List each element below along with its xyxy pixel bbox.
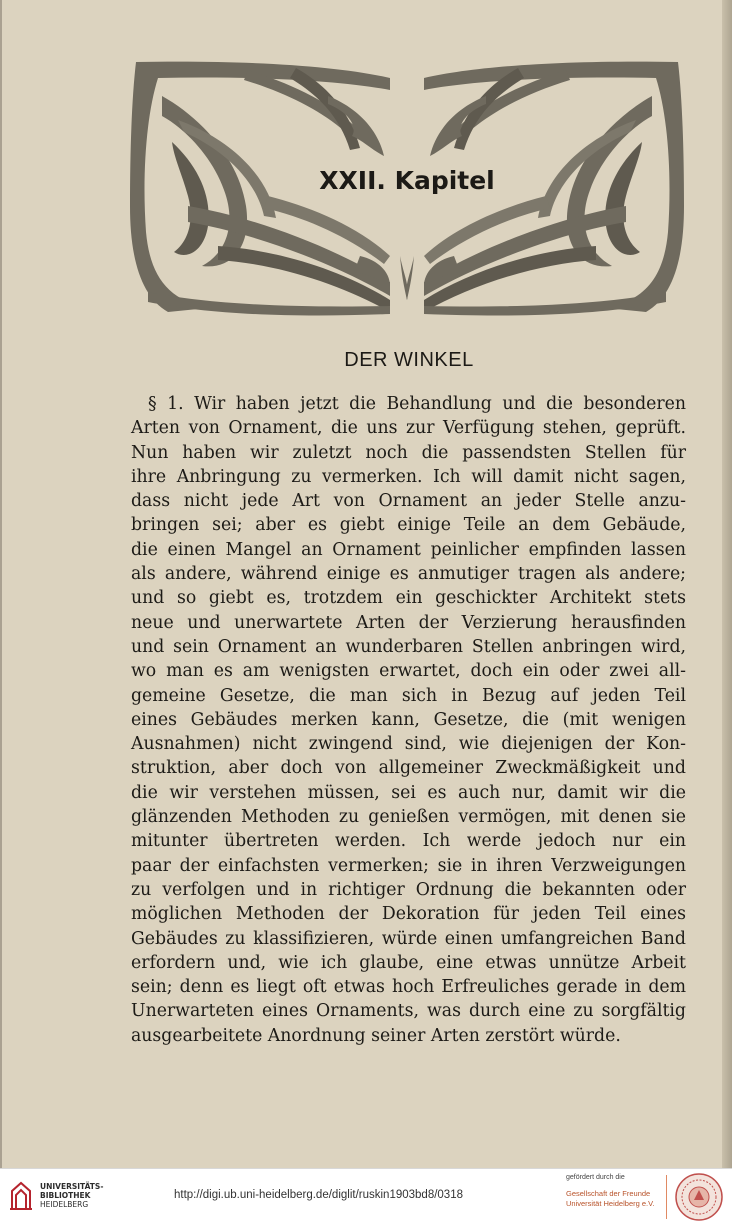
- footer-bar: [0, 1168, 732, 1224]
- ub-heidelberg-logo-icon[interactable]: [8, 1179, 34, 1213]
- text-line: die einen Mangel an Ornament peinlicher empfinden lassen: [131, 539, 686, 560]
- text-line: paar der einfachsten vermerken; sie in ihren Verzweigungen: [131, 855, 686, 876]
- text-line: Nun haben wir zuletzt noch die passendsten Stellen für: [131, 442, 686, 463]
- text-line: sein; denn es liegt oft etwas hoch Erfreuliches gerade in dem: [131, 977, 686, 998]
- text-line: Ausnahmen) nicht zwingend sind, wie diejenigen der Kon-: [131, 734, 686, 755]
- page-gutter-shadow: [722, 0, 732, 1168]
- sponsor-name[interactable]: Gesellschaft der Freunde Universität Heidelberg e.V.: [566, 1189, 655, 1208]
- section-title: DER WINKEL: [344, 349, 474, 371]
- text-line: wo man es am wenigsten erwartet, doch ein oder zwei all-: [131, 661, 686, 682]
- text-line: erfordern und, wie ich glaube, eine etwas unnütze Arbeit: [131, 952, 686, 973]
- library-name: UNIVERSITÄTS- BIBLIOTHEK HEIDELBERG: [40, 1182, 104, 1209]
- chapter-title: XXII. Kapitel: [319, 166, 495, 195]
- text-line: als andere, während einige es anmutiger tragen als andere;: [131, 564, 686, 585]
- university-seal-icon: [674, 1172, 724, 1222]
- text-line: Arten von Ornament, die uns zur Verfügung stehen, geprüft.: [131, 418, 686, 439]
- text-line: möglichen Methoden der Dekoration für jeden Teil eines: [131, 904, 686, 925]
- text-line: gemeine Gesetze, die man sich in Bezug auf jeden Teil: [131, 685, 686, 706]
- text-line: eines Gebäudes merken kann, Gesetze, die (mit wenigen: [131, 709, 686, 730]
- text-line: struktion, aber doch von allgemeiner Zweckmäßigkeit und: [131, 758, 686, 779]
- text-line: die wir verstehen müssen, sei es auch nur, damit wir die: [131, 782, 686, 803]
- text-line: und so giebt es, trotzdem ein geschickter Architekt stets: [131, 588, 686, 609]
- text-line: bringen sei; aber es giebt einige Teile an dem Gebäude,: [131, 515, 686, 536]
- footer-divider: [666, 1175, 667, 1219]
- text-line: glänzenden Methoden zu genießen vermögen, mit denen sie: [131, 807, 686, 828]
- text-line: mitunter übertreten werden. Ich werde jedoch nur ein: [131, 831, 686, 852]
- body-text: [131, 392, 686, 1048]
- text-line: ihre Anbringung zu vermerken. Ich will damit nicht sagen,: [131, 466, 686, 487]
- sponsor-label: gefördert durch die: [566, 1174, 625, 1181]
- text-line: § 1. Wir haben jetzt die Behandlung und die besonderen: [148, 394, 686, 414]
- text-line: Unerwarteten eines Ornaments, was durch eine zu sorgfältig: [131, 1001, 686, 1022]
- text-line: neue und unerwartete Arten der Verzierung herausfinden: [131, 612, 686, 633]
- text-line: und sein Ornament an wunderbaren Stellen anbringen wird,: [131, 636, 686, 657]
- text-line: zu verfolgen und in richtiger Ordnung die bekannten oder: [131, 879, 686, 900]
- text-line: ausgearbeitete Anordnung seiner Arten zerstört würde.: [131, 1025, 621, 1046]
- text-line: Gebäudes zu klassifizieren, würde einen umfangreichen Band: [131, 928, 686, 949]
- permalink-url[interactable]: http://digi.ub.uni-heidelberg.de/diglit/ruskin1903bd8/0318: [174, 1189, 463, 1201]
- text-line: dass nicht jede Art von Ornament an jeder Stelle anzu-: [131, 491, 686, 512]
